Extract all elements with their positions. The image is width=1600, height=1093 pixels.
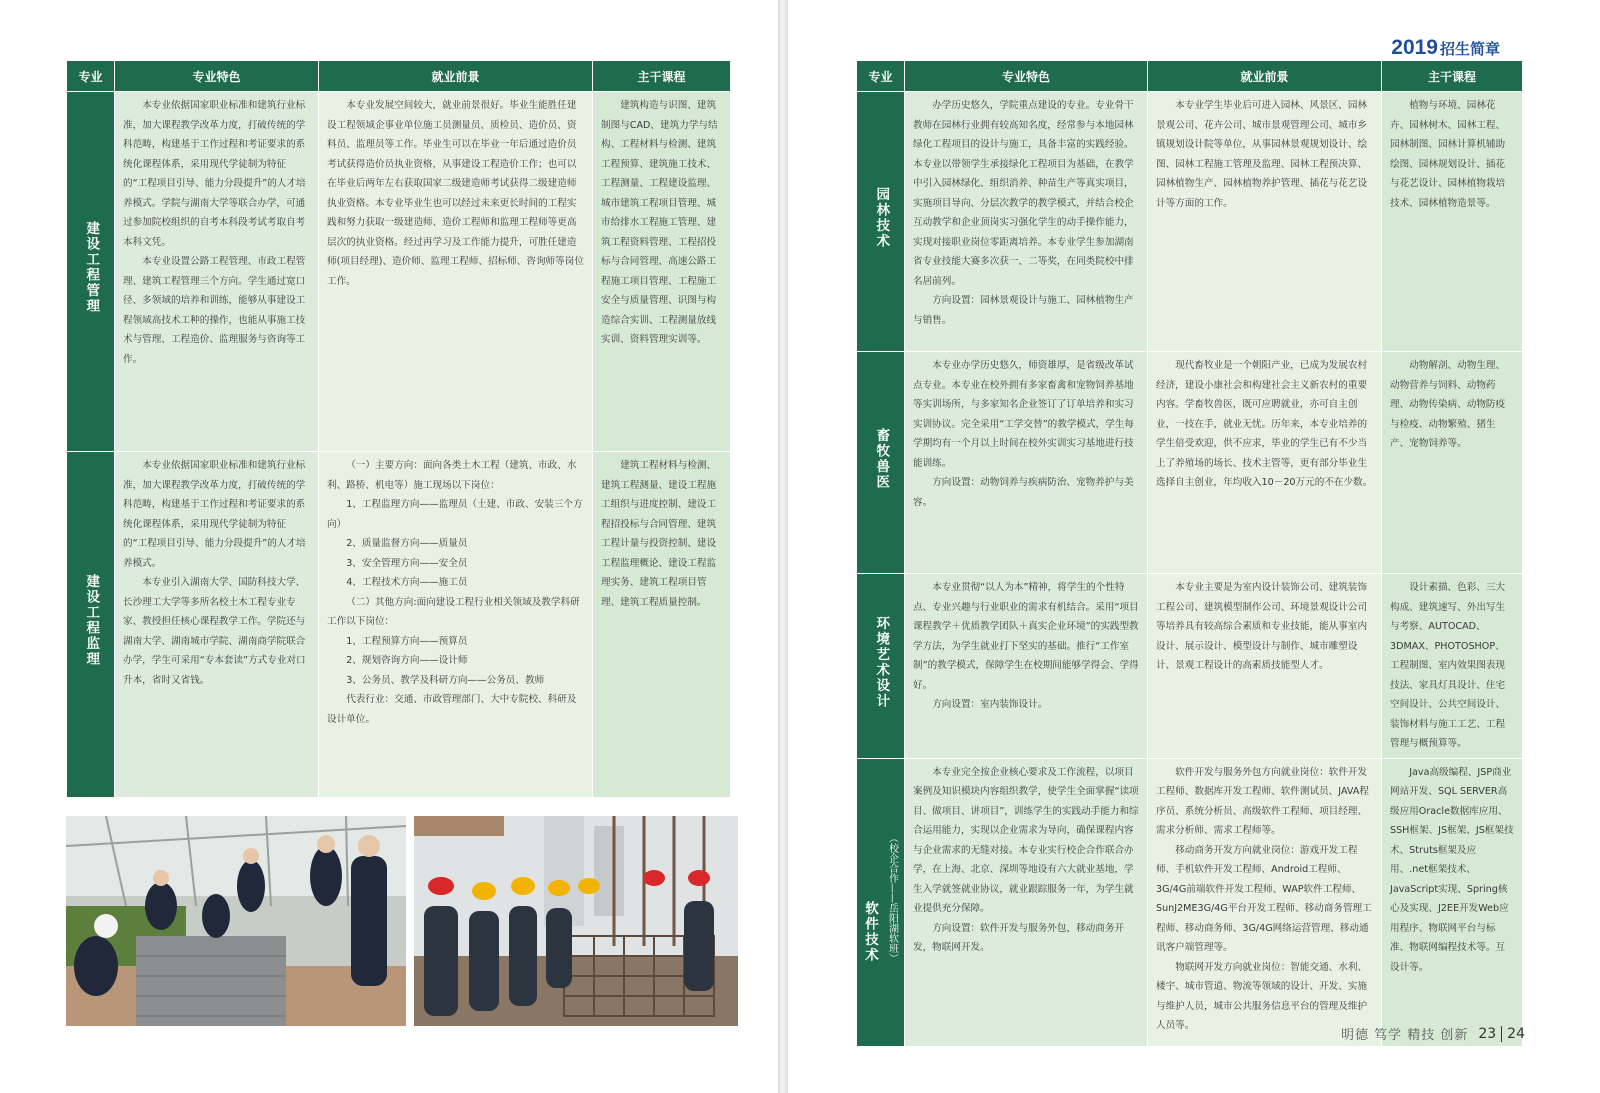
paragraph: Java高级编程、JSP商业网站开发、SQL SERVER高级应用Oracle数据库应用、SSH框架、JS框架、JS框架技术、Struts框架及应用、.net框架技术、JavaScript实现、Spring核心及实现、J2EE开发Web应用程序、物联网平台与标准、物联网编程技术等。互设计等。 [1390,766,1514,973]
construction-site-photo [414,816,738,1026]
brochure-brand [1391,36,1500,62]
right-table-body [857,92,1523,1047]
major-subtitle: （校企合作——岳阳湖软班） [886,833,898,964]
paragraph: 本专业依据国家职业标准和建筑行业标准，加大课程教学改革力度，打破传统的学科范畴，构建基于工作过程和考证要求的系统化课程体系，采用现代学徒制为特征的“工程项目引导、能力分段提升”的人才培养模式。学院与湖南大学等联合办学，可通过参加院校组织的自考本科段考试考取自考本科文凭。 [123,100,306,248]
paragraph: 本专业引入湖南大学、国防科技大学、长沙理工大学等多所名校土木工程专业专家、教授担任核心课程教学工作。学院还与湖南大学、湖南城市学院、湖南商学院联合办学，学生可采用“专本套读”方式专业对口升本，省时又省钱。 [123,577,306,686]
prospects-cell [319,452,593,798]
prospects-cell [319,92,593,452]
program-row [67,92,731,452]
paragraph: 本专业主要是为室内设计装饰公司、建筑装饰工程公司、建筑模型制作公司、环境景观设计公司等培养具有较高综合素质和专业技能，能从事室内设计、展示设计、模型设计与制作、城市雕塑设计、景观工程设计的高素质技能型人才。 [1156,582,1368,671]
page-number-divider [1501,1026,1502,1042]
page-footer [1341,1024,1525,1043]
paragraph: 设计素描、色彩、三大构成、建筑速写、外出写生与考察、AUTOCAD、3DMAX、PHOTOSHOP、工程制图、室内效果图表现技法、家具灯具设计、住宅空间设计、公共空间设计、装饰材料与施工工艺、工程管理与概预算等。 [1390,582,1506,749]
table-header-row [67,61,731,92]
courses-cell [1382,352,1523,574]
right-program-table [856,60,1523,1047]
prospects-cell [1148,574,1382,759]
header-prospects: 就业前景 [1148,61,1382,92]
major-name: 软件技术 [862,901,878,964]
paragraph: 3、安全管理方向——安全员 [346,557,468,569]
paragraph: 软件开发与服务外包方向就业岗位：软件开发工程师、数据库开发工程师、软件测试员、JAVA程序员、系统分析员、高级软件工程师、项目经理、需求分析师、需求工程师等。 [1156,766,1369,836]
program-row [857,574,1523,759]
paragraph: 1、工程监理方向——监理员（土建、市政、安装三个方向） [327,499,583,530]
paragraph: 4、工程技术方向——施工员 [346,577,468,588]
header-courses: 主干课程 [1382,61,1523,92]
courses-cell [593,452,731,798]
courses-cell [593,92,731,452]
major-name-cell [857,758,905,1046]
courses-cell [1382,758,1523,1046]
header-major: 专业 [857,61,905,92]
right-page [788,0,1600,1093]
features-cell [115,92,319,452]
major-name-cell [857,92,905,352]
major-name-cell [857,352,905,574]
paragraph: 本专业依据国家职业标准和建筑行业标准，加大课程教学改革力度，打破传统的学科范畴，构建基于工作过程和考证要求的系统化课程体系，采用现代学徒制为特征的“工程项目引导、能力分段提升”的人才培养模式。 [123,460,306,569]
table-header-row [857,61,1523,92]
major-name-cell [67,92,115,452]
prospects-cell [1148,758,1382,1046]
paragraph: （二）其他方向:面向建设工程行业相关领域及教学科研工作以下岗位： [327,596,580,627]
major-name: 建设工程管理 [83,221,100,315]
major-name: 建设工程监理 [83,574,100,668]
brand-title: 招生简章 [1439,40,1500,58]
features-cell [905,758,1148,1046]
paragraph: 植物与环境、园林花卉、园林树木、园林工程、园林制图、园林计算机辅助绘图、园林规划设计、插花与花艺设计、园林植物栽培技术、园林植物造景等。 [1390,100,1506,209]
paragraph: 方向设置：软件开发与服务外包，移动商务开发，物联网开发。 [913,922,1125,953]
page-number-left: 23 [1478,1025,1497,1042]
left-table-body [67,92,731,798]
paragraph: 方向设置：动物饲养与疾病防治、宠物养护与美容。 [913,477,1134,508]
features-cell [905,92,1148,352]
page-gutter [778,0,788,1093]
paragraph: 方向设置：园林景观设计与施工、园林植物生产与销售。 [913,295,1134,326]
paragraph: 本专业设置公路工程管理、市政工程管理、建筑工程管理三个方向。学生通过宽口径、多领域的培养和训练，能够从事建设工程领域高技术工种的操作，也能从事施工技术与管理、工程造价、监理服务与咨询等工作。 [123,256,306,365]
greenhouse-photo [66,816,406,1026]
courses-cell [1382,574,1523,759]
courses-cell [1382,92,1523,352]
paragraph: 本专业贯彻“以人为本”精神，将学生的个性特点、专业兴趣与行业职业的需求有机结合。采用“项目课程教学＋优质教学团队＋真实企业环境”的实践型教学方法，为学生就业打下坚实的基础。推行“工作室制”的教学模式，保障学生在校期间能够学得会、学得好。 [913,582,1139,691]
paragraph: 动物解剖、动物生理、动物营养与饲料、动物药理、动物传染病、动物防疫与检疫、动物繁殖、猪生产、宠物饲养等。 [1390,360,1506,449]
paragraph: 建筑工程材料与检测、建筑工程测量、建设工程施工组织与进度控制、建设工程招投标与合同管理、建筑工程计量与投资控制、建设工程监理概论、建设工程监理实务、建筑工程项目管理、建筑工程质量控制。 [601,460,717,608]
page-number-right: 24 [1507,1025,1525,1042]
left-program-table [66,60,731,798]
left-page [0,0,778,1093]
paragraph: 办学历史悠久，学院重点建设的专业。专业骨干教师在园林行业拥有较高知名度，经常参与本地园林绿化工程项目的设计与施工，具备丰富的实践经验。本专业以带领学生承接绿化工程项目为基础，在教学中引入园林绿化、组织消养、种苗生产等真实项目，实施项目导向、分层次教学的教学模式，并结合校企互动教学和企业顶岗实习强化学生的动手操作能力，实现对接职业岗位零距离培养。本专业学生参加湖南省专业技能大赛多次获一、二等奖，在同类院校中排名居前列。 [913,100,1134,287]
header-prospects: 就业前景 [319,61,593,92]
prospects-cell [1148,92,1382,352]
paragraph: 2、质量监督方向——质量员 [346,538,468,549]
paragraph: 方向设置：室内装饰设计。 [932,699,1048,710]
prospects-cell [1148,352,1382,574]
features-cell [115,452,319,798]
features-cell [905,574,1148,759]
paragraph: 移动商务开发方向就业岗位：游戏开发工程师、手机软件开发工程师、Android工程师、3G/4G前端软件开发工程师、WAP软件工程师、SunJ2ME3G/4G平台开发工程师、移动商务管理工程师、移动商务师、3G/4G网络运营管理、移动通讯客户端管理等。 [1156,844,1372,953]
program-row [857,92,1523,352]
header-courses: 主干课程 [593,61,731,92]
paragraph: 物联网开发方向就业岗位：智能交通、水利、楼宇、城市管道、物流等领域的设计、开发、实施与维护人员，城市公共服务信息平台的管理及维护人员等。 [1156,961,1368,1031]
major-name-cell [67,452,115,798]
paragraph: 1、工程预算方向——预算员 [346,635,468,647]
header-major: 专业 [67,61,115,92]
program-row [857,352,1523,574]
program-row [857,758,1523,1046]
paragraph: 本专业完全按企业核心要求及工作流程，以项目案例及知识模块内容组织教学，使学生全面掌握“读项目、做项目、讲项目”，训练学生的实践动手能力和综合运用能力，实现以企业需求为导向，确保课程内容与企业需求的无缝对接。本专业实行校企合作联合办学，在上海、北京、深圳等地设有六大就业基地，学生入学就签就业协议，就业跟踪服务一年，为学生就业提供充分保障。 [913,766,1139,914]
major-name-cell [857,574,905,759]
paragraph: 本专业办学历史悠久，师资雄厚，是省级改革试点专业。本专业在校外拥有多家畜禽和宠物饲养基地等实训场所，与多家知名企业签订了订单培养和实习实训协议。完全采用“工学交替”的教学模式，学生每学期均有一个月以上时间在校外实训实习基地进行技能训练。 [913,360,1135,469]
footer-motto: 明德 笃学 精技 创新 [1340,1028,1469,1043]
program-row [67,452,731,798]
paragraph: （一）主要方向：面向各类土木工程（建筑、市政、水利、路桥、机电等）施工现场以下岗位： [327,460,577,491]
major-name: 畜牧兽医 [873,427,890,490]
paragraph: 现代畜牧业是一个朝阳产业，已成为发展农村经济，建设小康社会和构建社会主义新农村的重要内容。学畜牧兽医，既可应聘就业，亦可自主创业，一技在手，就业无忧。历年来，本专业培养的学生倍受欢迎，供不应求，毕业的学生已有不少当上了养殖场的场长、技术主管等，更有部分毕业生选择自主创业，年均收入10－20万元的不在少数。 [1156,360,1373,488]
brand-year: 2019 [1391,36,1438,59]
header-features: 专业特色 [115,61,319,92]
paragraph: 本专业发展空间较大，就业前景很好。毕业生能胜任建设工程领域企事业单位施工员测量员、质检员、造价员、资料员、监理员等工作。毕业生可以在毕业一年后通过造价员考试获得造价员执业资格，从事建设工程造价工作；也可以在毕业后两年左右获取国家二级建造师考试获得二级建造师执业资格。本专业毕业生也可以经过未来更长时间的工程实践和努力获取一级建造师、造价工程师和监理工程师等更高层次的执业资格。经过再学习及工作能力提升，可胜任建造师(项目经理)、造价师、监理工程师、招标师、咨询师等岗位工作。 [327,100,584,287]
features-cell [905,352,1148,574]
header-features: 专业特色 [905,61,1148,92]
paragraph: 2、规划咨询方向——设计师 [346,655,468,666]
major-name: 环境艺术设计 [873,615,890,709]
paragraph: 代表行业：交通、市政管理部门、大中专院校、科研及设计单位。 [327,694,577,725]
paragraph: 本专业学生毕业后可进入园林、风景区、园林景观公司、花卉公司、城市景观管理公司、城市乡镇规划设计院等单位，从事园林景观规划设计、绘图、园林工程施工管理及监理、园林工程预决算、园林植物生产、园林植物养护管理、插花与花艺设计等方面的工作。 [1156,100,1368,209]
paragraph: 3、公务员、教学及科研方向——公务员、教师 [346,674,545,686]
paragraph: 建筑构造与识图、建筑制图与CAD、建筑力学与结构、工程材料与检测、建筑工程预算、建筑施工技术、工程测量、工程建设监理、城市建筑工程项目管理、城市给排水工程施工管理、建筑工程资料管理、工程招投标与合同管理、高速公路工程施工项目管理、工程施工安全与质量管理、识图与构造综合实训、工程测量放线实训、资料管理实训等。 [601,100,718,345]
major-name: 园林技术 [873,186,890,249]
